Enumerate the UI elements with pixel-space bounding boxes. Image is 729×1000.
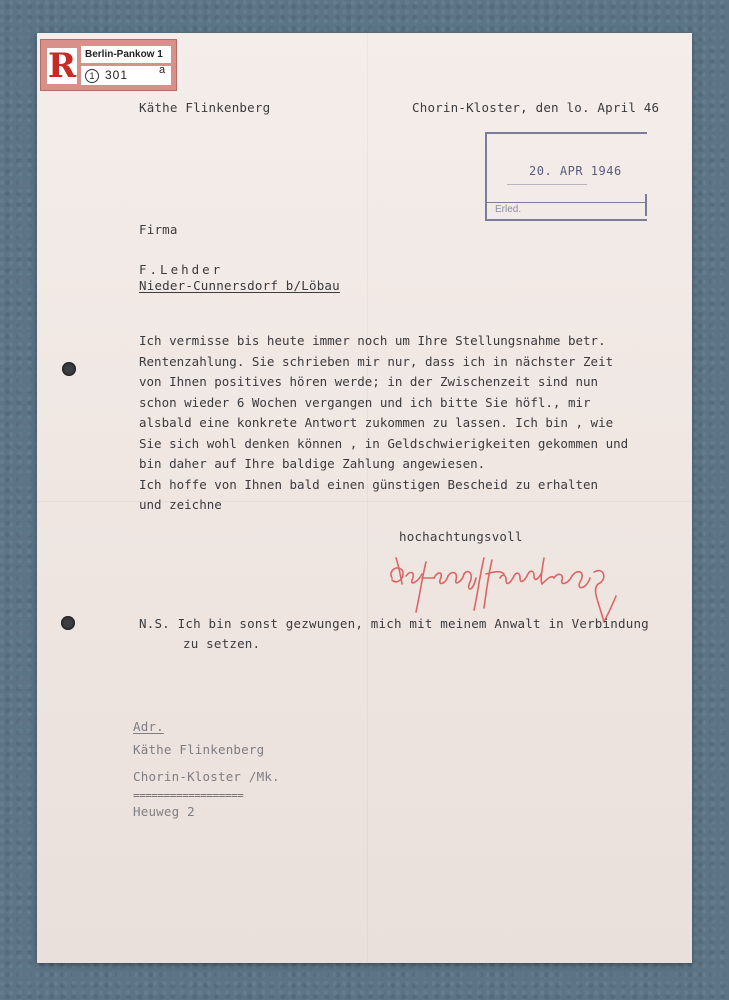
closing-phrase: hochachtungsvoll xyxy=(399,529,523,544)
registration-suffix: a xyxy=(159,64,166,76)
body-line: Sie sich wohl denken können , in Geldschwierigkeiten gekommen und xyxy=(139,435,629,451)
circled-digit: 1 xyxy=(85,69,99,83)
body-line: Rentenzahlung. Sie schrieben mir nur, dass ich in nächster Zeit xyxy=(139,353,614,369)
address-place: Chorin-Kloster /Mk. xyxy=(133,769,280,784)
registration-number: 301 xyxy=(105,68,129,82)
body-line: alsbald eine konkrete Antwort zukommen zu lassen. Ich bin , wie xyxy=(139,415,614,430)
letter-body xyxy=(139,331,628,516)
body-line: Ich hoffe von Ihnen bald einen günstigen Bescheid zu erhalten xyxy=(139,476,599,492)
place-and-date: Chorin-Kloster, den lo. April 46 xyxy=(412,100,660,115)
stamp-subtext: Erled. xyxy=(495,204,522,215)
registered-mail-label xyxy=(40,39,177,91)
stamp-tick xyxy=(645,194,647,216)
post-office-name: Berlin-Pankow 1 xyxy=(81,46,171,63)
address-name: Käthe Flinkenberg xyxy=(133,742,265,757)
recipient-name: F.Lehder xyxy=(139,262,224,277)
recipient-location: Nieder-Cunnersdorf b/Löbau xyxy=(139,278,340,293)
body-line: von Ihnen positives hören werde; in der Zwischenzeit sind nun xyxy=(139,374,599,389)
address-rule: ================== xyxy=(133,789,244,802)
body-line: bin daher auf Ihre baldige Zahlung angewiesen. xyxy=(139,456,486,471)
registration-number-box xyxy=(81,66,171,85)
body-line: und zeichne xyxy=(139,497,222,512)
stamp-date: 20. APR 1946 xyxy=(529,164,622,178)
body-line: schon wieder 6 Wochen vergangen und ich bitte Sie höfl., mir xyxy=(139,394,591,410)
punch-hole-top xyxy=(62,362,76,376)
recipient-firm-label: Firma xyxy=(139,222,178,237)
received-stamp xyxy=(485,132,647,221)
sender-name: Käthe Flinkenberg xyxy=(139,100,271,115)
registered-letter-r: R xyxy=(47,46,77,86)
punch-hole-bottom xyxy=(61,616,75,630)
letter-sheet xyxy=(37,33,692,963)
stamp-rule xyxy=(507,184,587,185)
address-heading: Adr. xyxy=(133,719,164,734)
postscript-line-1: N.S. Ich bin sonst gezwungen, mich mit meinem Anwalt in Verbindung xyxy=(139,616,649,631)
address-street: Heuweg 2 xyxy=(133,804,195,819)
postscript-line-2: zu setzen. xyxy=(183,636,261,651)
body-line: Ich vermisse bis heute immer noch um Ihre Stellungsnahme betr. xyxy=(139,333,606,348)
stamp-divider xyxy=(487,202,647,203)
